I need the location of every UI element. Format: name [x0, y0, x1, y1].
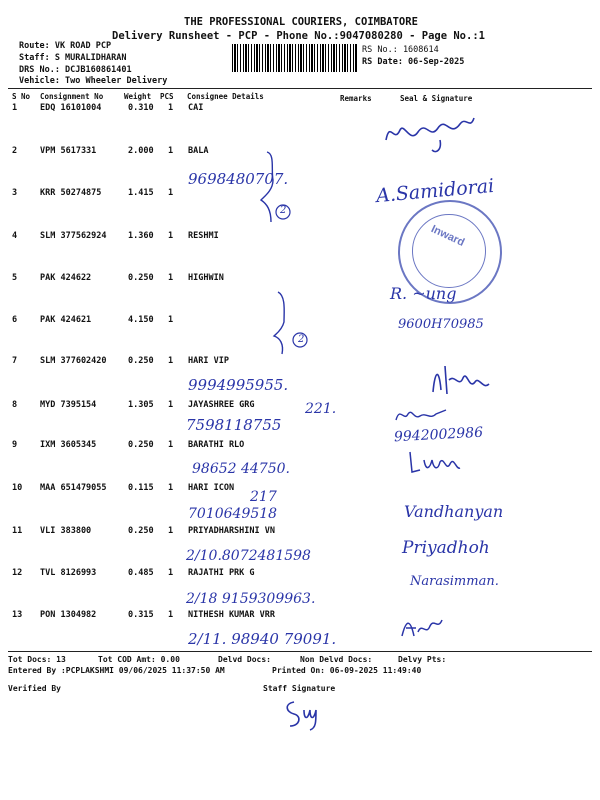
cell-sno: 9 [12, 440, 18, 450]
cell-sno: 7 [12, 356, 18, 366]
cell-name: NITHESH KUMAR VRR [188, 610, 275, 620]
staff-label: Staff: S MURALIDHARAN [19, 53, 127, 63]
col-consignment: Consignment No [40, 92, 104, 101]
page-subtitle: Delivery Runsheet - PCP - Phone No.:9047080280 - Page No.:1 [112, 30, 485, 42]
cell-weight: 0.310 [128, 103, 154, 113]
col-sno: S No [12, 92, 31, 101]
cell-name: BARATHI RLO [188, 440, 245, 450]
hw-row13-phone: 2/11. 98940 79091. [188, 630, 337, 648]
cell-name: RESHMI [188, 231, 219, 241]
cell-cons: VLI 383800 [40, 526, 92, 536]
cell-cons: PAK 424621 [40, 315, 92, 325]
bracket-number-upper: 2 [280, 205, 287, 216]
cell-pcs: 1 [168, 146, 174, 156]
cell-weight: 1.305 [128, 400, 154, 410]
signature-row8 [392, 400, 452, 428]
table-top-rule [8, 88, 592, 89]
printed-on: Printed On: 06-09-2025 11:49:40 [272, 666, 422, 675]
cell-sno: 13 [12, 610, 23, 620]
cell-name: CAI [188, 103, 204, 113]
inward-stamp: Inward [398, 200, 502, 304]
cell-cons: PON 1304982 [40, 610, 97, 620]
hw-row7-phone: 9994995955. [188, 376, 289, 394]
route-label: Route: VK ROAD PCP [19, 41, 112, 51]
signature-row9 [406, 448, 466, 478]
cell-weight: 0.115 [128, 483, 154, 493]
vehicle-label: Vehicle: Two Wheeler Delivery [19, 76, 168, 86]
hw-row11-signature: Priyadhoh [402, 538, 490, 558]
footer-rule [8, 651, 592, 652]
cell-weight: 0.250 [128, 440, 154, 450]
total-cod-amount: Tot COD Amt: 0.00 [98, 655, 180, 664]
hw-row8-phone: 7598118755 [186, 416, 282, 434]
cell-cons: SLM 377602420 [40, 356, 107, 366]
cell-weight: 0.315 [128, 610, 154, 620]
cell-cons: EDQ 16101004 [40, 103, 102, 113]
total-docs: Tot Docs: 13 [8, 655, 66, 664]
cell-weight: 0.250 [128, 526, 154, 536]
cell-pcs: 1 [168, 483, 174, 493]
staff-signature-mark [280, 696, 330, 732]
cell-pcs: 1 [168, 103, 174, 113]
cell-weight: 0.250 [128, 273, 154, 283]
hw-row3-signature: A.Samidorai [375, 174, 495, 208]
cell-pcs: 1 [168, 356, 174, 366]
cell-pcs: 1 [168, 231, 174, 241]
rs-number: RS No.: 1608614 [362, 45, 439, 55]
col-consignee: Consignee Details [187, 92, 264, 101]
cell-sno: 6 [12, 315, 18, 325]
cell-weight: 2.000 [128, 146, 154, 156]
cell-cons: TVL 8126993 [40, 568, 97, 578]
drs-label: DRS No.: DCJB160861401 [19, 65, 132, 75]
delivery-points: Delvy Pts: [398, 655, 447, 664]
cell-sno: 5 [12, 273, 18, 283]
cell-weight: 1.415 [128, 188, 154, 198]
cell-pcs: 1 [168, 526, 174, 536]
hw-row10-signature: Vandhanyan [404, 502, 504, 521]
cell-name: HIGHWIN [188, 273, 224, 283]
col-seal-signature: Seal & Signature [400, 94, 473, 103]
non-delivered-docs: Non Delvd Docs: [300, 655, 373, 664]
col-weight: Weight [124, 92, 152, 101]
hw-row2-phone: 9698480707. [188, 170, 289, 188]
cell-weight: 1.360 [128, 231, 154, 241]
cell-sno: 10 [12, 483, 23, 493]
signature-row13 [396, 612, 446, 642]
bracket-mark-lower [268, 290, 318, 360]
cell-cons: KRR 50274875 [40, 188, 102, 198]
hw-row5-signature: R. ~ung [390, 284, 457, 303]
staff-signature-label: Staff Signature [263, 684, 336, 693]
cell-sno: 12 [12, 568, 23, 578]
hw-row6-phone: 9600H70985 [398, 317, 484, 332]
verified-by: Verified By [8, 684, 61, 693]
hw-row8-extra: 221. [305, 401, 337, 417]
page-title: THE PROFESSIONAL COURIERS, COIMBATORE [184, 16, 418, 28]
cell-sno: 3 [12, 188, 18, 198]
cell-pcs: 1 [168, 188, 174, 198]
cell-sno: 2 [12, 146, 18, 156]
cell-pcs: 1 [168, 440, 174, 450]
bracket-mark-upper [255, 150, 305, 230]
cell-cons: IXM 3605345 [40, 440, 97, 450]
hw-row12-phone: 2/18 9159309963. [186, 591, 316, 607]
cell-pcs: 1 [168, 400, 174, 410]
cell-name: RAJATHI PRK G [188, 568, 255, 578]
signature-row7 [425, 360, 495, 400]
cell-name: BALA [188, 146, 209, 156]
cell-cons: VPM 5617331 [40, 146, 97, 156]
cell-sno: 4 [12, 231, 18, 241]
cell-cons: SLM 377562924 [40, 231, 107, 241]
cell-pcs: 1 [168, 610, 174, 620]
cell-cons: MAA 651479055 [40, 483, 107, 493]
delivered-docs: Delvd Docs: [218, 655, 271, 664]
cell-cons: PAK 424622 [40, 273, 92, 283]
cell-pcs: 1 [168, 273, 174, 283]
col-pcs: PCS [160, 92, 174, 101]
cell-sno: 8 [12, 400, 18, 410]
cell-weight: 0.250 [128, 356, 154, 366]
cell-pcs: 1 [168, 315, 174, 325]
cell-name: HARI ICON [188, 483, 235, 493]
bracket-number-lower: 2 [298, 334, 305, 345]
cell-name: HARI VIP [188, 356, 229, 366]
entered-by: Entered By :PCPLAKSHMI 09/06/2025 11:37:50 AM [8, 666, 225, 675]
hw-row8-phone-alt: 9942002986 [393, 424, 484, 446]
hw-row9-phone: 98652 44750. [192, 461, 290, 477]
cell-sno: 11 [12, 526, 23, 536]
rs-date: RS Date: 06-Sep-2025 [362, 57, 465, 67]
cell-weight: 4.150 [128, 315, 154, 325]
barcode-image [232, 44, 358, 72]
hw-row10-extra: 217 [250, 489, 277, 505]
col-remarks: Remarks [340, 94, 372, 103]
cell-cons: MYD 7395154 [40, 400, 97, 410]
hw-row11-phone: 2/10.8072481598 [186, 548, 311, 564]
cell-name: PRIYADHARSHINI VN [188, 526, 275, 536]
hw-row12-signature: Narasimman. [410, 574, 499, 589]
cell-pcs: 1 [168, 568, 174, 578]
cell-name: JAYASHREE GRG [188, 400, 255, 410]
hw-row10-phone: 7010649518 [188, 506, 278, 522]
signature-row1 [380, 110, 480, 155]
cell-sno: 1 [12, 103, 18, 113]
cell-weight: 0.485 [128, 568, 154, 578]
